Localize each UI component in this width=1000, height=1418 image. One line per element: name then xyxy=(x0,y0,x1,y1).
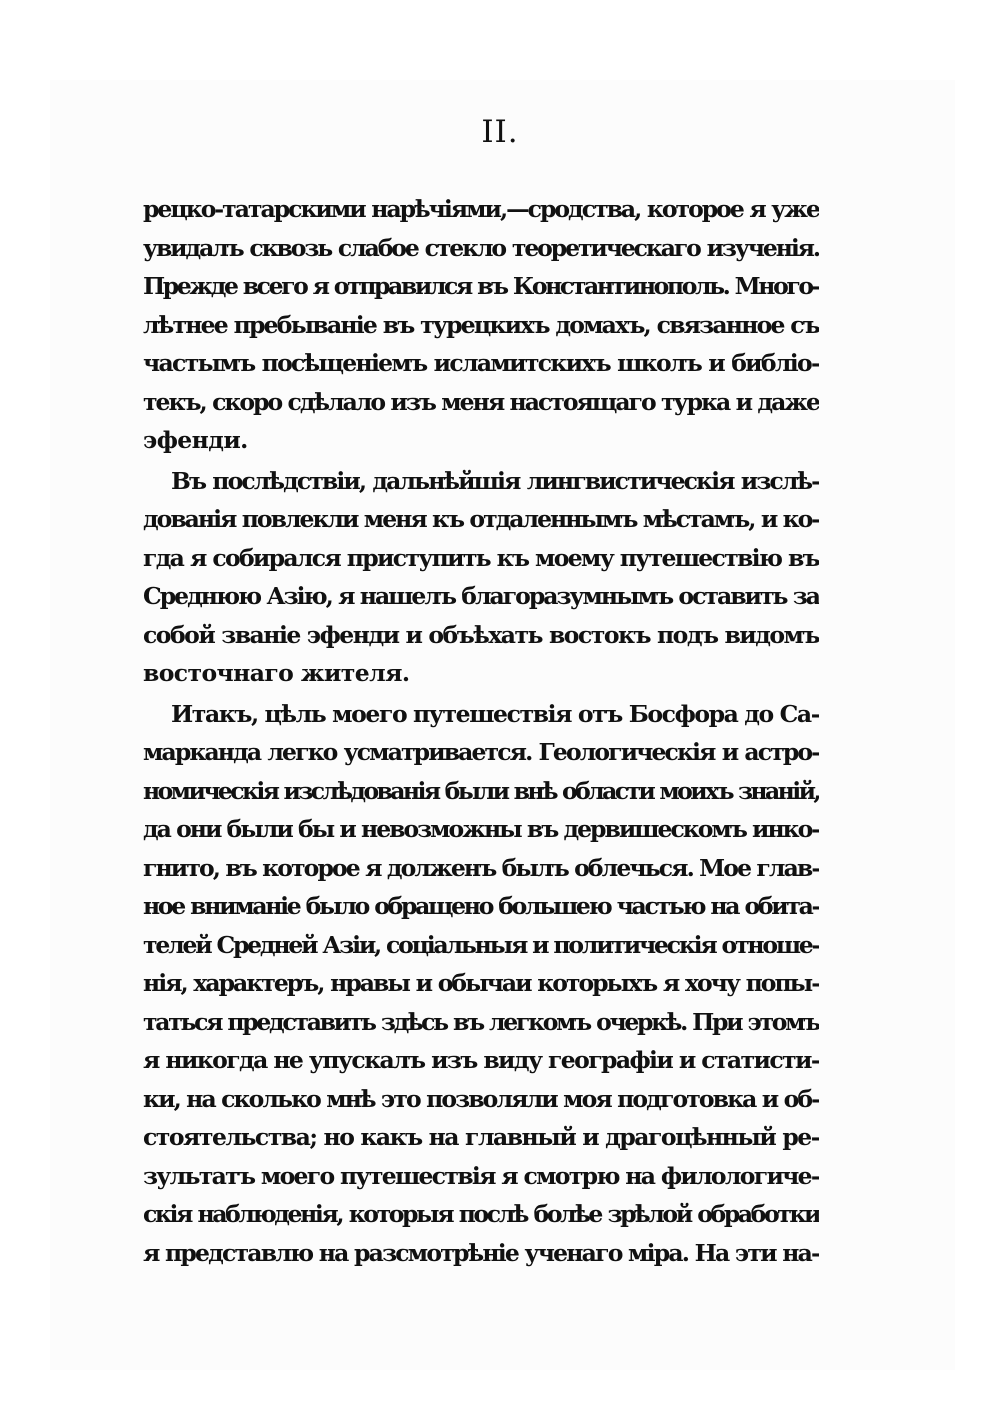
paragraph xyxy=(143,462,819,693)
text-line: эфенди. xyxy=(143,426,248,454)
text-line: Среднюю Азію, я нашелъ благоразумнымъ оставить за xyxy=(143,582,819,610)
text-line: частымъ посѣщеніемъ исламитскихъ школъ и библіо- xyxy=(143,349,819,377)
text-line: лѣтнее пребываніе въ турецкихъ домахъ, связанное съ xyxy=(143,310,819,339)
text-line: марканда легко усматривается. Геологическія и астро- xyxy=(143,738,819,766)
text-line: я представлю на разсмотрѣніе ученаго міра. На эти на- xyxy=(143,1238,819,1267)
text-line: Итакъ, цѣль моего путешествія отъ Босфора до Са- xyxy=(171,699,819,728)
paragraph xyxy=(143,695,819,1273)
text-line: зультатъ моего путешествія я смотрю на филологиче- xyxy=(143,1161,819,1190)
text-line: нія, характеръ, нравы и обычаи которыхъ я хочу попы- xyxy=(143,969,819,997)
text-line: Въ послѣдствіи, дальнѣйшія лингвистическія изслѣ- xyxy=(171,466,819,495)
text-line: скія наблюденія, которыя послѣ болѣе зрѣлой обработки xyxy=(143,1200,819,1228)
text-line: собой званіе эфенди и объѣхать востокъ подъ видомъ xyxy=(143,620,819,649)
text-line: номическія изслѣдованія были внѣ области моихъ знаній, xyxy=(143,776,819,805)
text-line: рецко-татарскими нарѣчіями,—сродства, которое я уже xyxy=(143,195,819,223)
body-text xyxy=(143,190,819,1272)
text-line: ное вниманіе было обращено большею частью на обита- xyxy=(143,892,819,920)
text-line: телей Средней Азіи, соціальныя и политическія отноше- xyxy=(143,930,819,959)
text-line: да они были бы и невозможны въ дервишескомъ инко- xyxy=(143,815,819,843)
text-line: таться представить здѣсь въ легкомъ очеркѣ. При этомъ xyxy=(143,1007,819,1036)
text-line: стоятельства; но какъ на главный и драгоцѣнный ре- xyxy=(143,1123,819,1151)
text-line: увидалъ сквозь слабое стекло теоретическаго изученія. xyxy=(143,233,819,262)
text-line: Прежде всего я отправился въ Константинополь. Много- xyxy=(143,272,819,300)
text-line: дованія повлекли меня къ отдаленнымъ мѣстамъ, и ко- xyxy=(143,505,819,533)
text-line: восточнаго жителя. xyxy=(143,659,410,687)
text-line: гда я собирался приступить къ моему путешествію въ xyxy=(143,543,819,572)
text-line: ки, на сколько мнѣ это позволяли моя подготовка и об- xyxy=(143,1084,819,1113)
page-number: II. xyxy=(481,114,519,150)
text-line: гнито, въ которое я долженъ былъ облечься. Мое глав- xyxy=(143,853,819,882)
text-line: я никогда не упускалъ изъ виду географіи и статисти- xyxy=(143,1046,819,1074)
paragraph xyxy=(143,190,819,460)
text-line: текъ, скоро сдѣлало изъ меня настоящаго турка и даже xyxy=(143,387,819,416)
